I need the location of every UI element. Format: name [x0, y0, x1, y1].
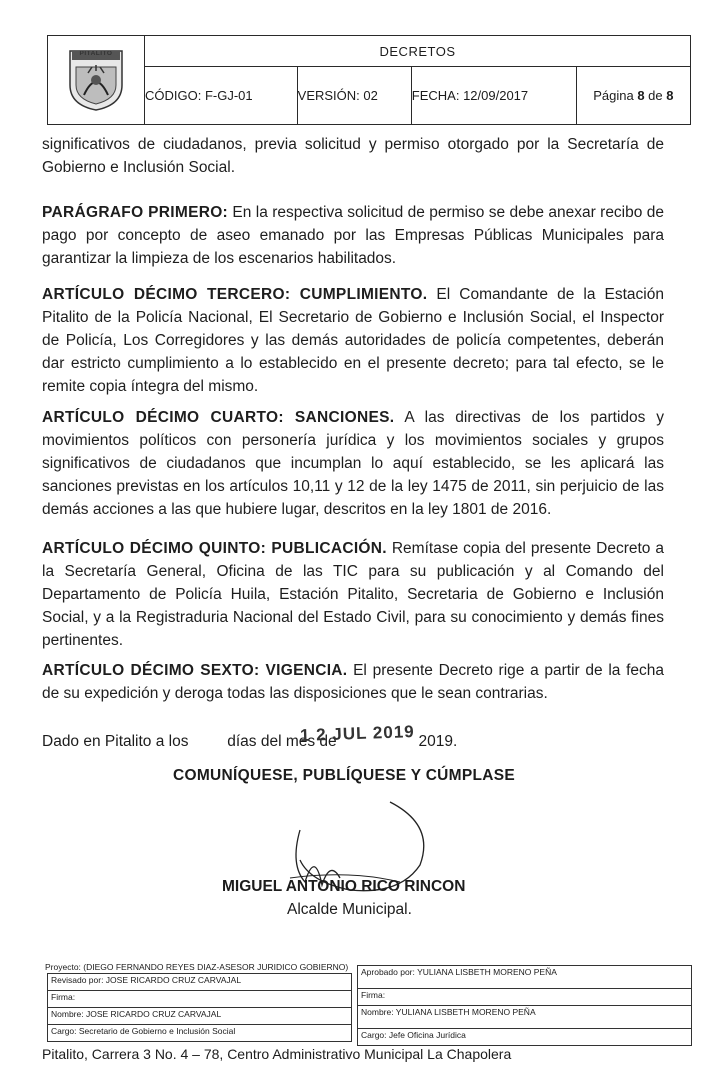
proyecto-line: Proyecto: (DIEGO FERNANDO REYES DIAZ-ASESOR JURIDICO GOBIERNO) [45, 962, 349, 972]
aprobado-cell: Aprobado por: YULIANA LISBETH MORENO PEÑA [358, 966, 692, 989]
paragraph-text: El Comandante de la Estación Pitalito de la Policía Nacional, El Secretario de Gobierno e Inclusión Social, el Inspector de Policía, Los Corregidores y las demás autoridades de policía competentes, deberán dar estricto cumplimiento a lo establecido en el presente decreto; para tal efecto, se le remite copia íntegra del mismo. [42, 286, 664, 395]
articulo-decimo-quinto [42, 537, 664, 652]
signer-name: MIGUEL ANTONIO RICO RINCON [222, 878, 466, 895]
review-table [47, 973, 352, 1042]
revisado-cell: Revisado por: JOSE RICARDO CRUZ CARVAJAL [48, 974, 352, 991]
articulo-decimo-sexto [42, 659, 664, 705]
paragraph-heading: ARTÍCULO DÉCIMO SEXTO: VIGENCIA. [42, 662, 348, 679]
paragraph-text: El presente Decreto rige a partir de la fecha de su expedición y deroga todas las disposiciones que le sean contrarias. [42, 662, 664, 702]
municipal-shield-logo [66, 47, 126, 113]
dias-del-text: días del mes de [227, 733, 337, 750]
firma-left-cell: Firma: [48, 991, 352, 1008]
paragraph-text: A las directivas de los partidos y movimientos políticos con personería jurídica y los movimientos sociales y grupos significativos de ciudadanos que incumplan lo aquí establecido, se les aplicará las sanciones previstas en los artículos 10,11 y 12 de la ley 1475 de 2011, sin perjuicio de las demás acciones a las que hubiere lugar, descritos en la ley 1801 de 2016. [42, 409, 664, 518]
paragraph-heading: ARTÍCULO DÉCIMO QUINTO: PUBLICACIÓN. [42, 540, 387, 557]
document-title: DECRETOS [145, 36, 691, 67]
approval-table [357, 965, 692, 1046]
articulo-decimo-tercero [42, 283, 664, 398]
dado-a-text: Dado en Pitalito a los [42, 733, 189, 750]
paragraph-continuation [42, 133, 664, 179]
page-total: 8 [666, 88, 674, 104]
nombre-right-cell: Nombre: YULIANA LISBETH MORENO PEÑA [358, 1006, 692, 1029]
signer-role: Alcalde Municipal. [287, 901, 412, 918]
cargo-right-cell: Cargo: Jefe Oficina Jurídica [358, 1029, 692, 1046]
year-text: 2019. [418, 733, 458, 750]
cargo-left-cell: Cargo: Secretario de Gobierno e Inclusión Social [48, 1025, 352, 1042]
paragrafo-primero [42, 201, 664, 270]
fecha-field: FECHA: 12/09/2017 [411, 67, 576, 125]
paragraph-text: Remítase copia del presente Decreto a la Secretaría General, Oficina de las TIC para su publicación y al Comando del Departamento de Policía Huila, Estación Pitalito, Secretaria de Gobierno e Inclusión Social, y a la Registraduria Nacional del Estado Civil, para su conocimiento y demás fines pertinentes. [42, 540, 664, 649]
logo-cell [48, 36, 145, 125]
page-mid: de [648, 88, 663, 104]
nombre-left-cell: Nombre: JOSE RICARDO CRUZ CARVAJAL [48, 1008, 352, 1025]
version-field: VERSIÓN: 02 [297, 67, 411, 125]
logo-text: PITALITO [79, 50, 113, 57]
comuniquese-heading: COMUNÍQUESE, PUBLÍQUESE Y CÚMPLASE [173, 767, 516, 784]
paragraph-text: En la respectiva solicitud de permiso se debe anexar recibo de pago por concepto de aseo emanado por las Empresas Públicas Municipales para garantizar la limpieza de los escenarios habilitados. [42, 204, 664, 267]
paragraph-heading: PARÁGRAFO PRIMERO: [42, 204, 229, 221]
address-line: Pitalito, Carrera 3 No. 4 – 78, Centro Administrativo Municipal La Chapolera [42, 1046, 512, 1062]
page-prefix: Página [593, 88, 634, 104]
paragraph-heading: ARTÍCULO DÉCIMO TERCERO: CUMPLIMIENTO. [42, 286, 428, 303]
firma-right-cell: Firma: [358, 989, 692, 1006]
page-number [576, 67, 690, 125]
date-stamp: 1 2 JUL 2019 [299, 722, 415, 745]
codigo-field: CÓDIGO: F-GJ-01 [145, 67, 298, 125]
articulo-decimo-cuarto [42, 406, 664, 521]
page-current: 8 [637, 88, 645, 104]
paragraph-heading: ARTÍCULO DÉCIMO CUARTO: SANCIONES. [42, 409, 395, 426]
paragraph-text: significativos de ciudadanos, previa solicitud y permiso otorgado por la Secretaría de Gobierno e Inclusión Social. [42, 136, 664, 176]
document-header [47, 35, 691, 125]
